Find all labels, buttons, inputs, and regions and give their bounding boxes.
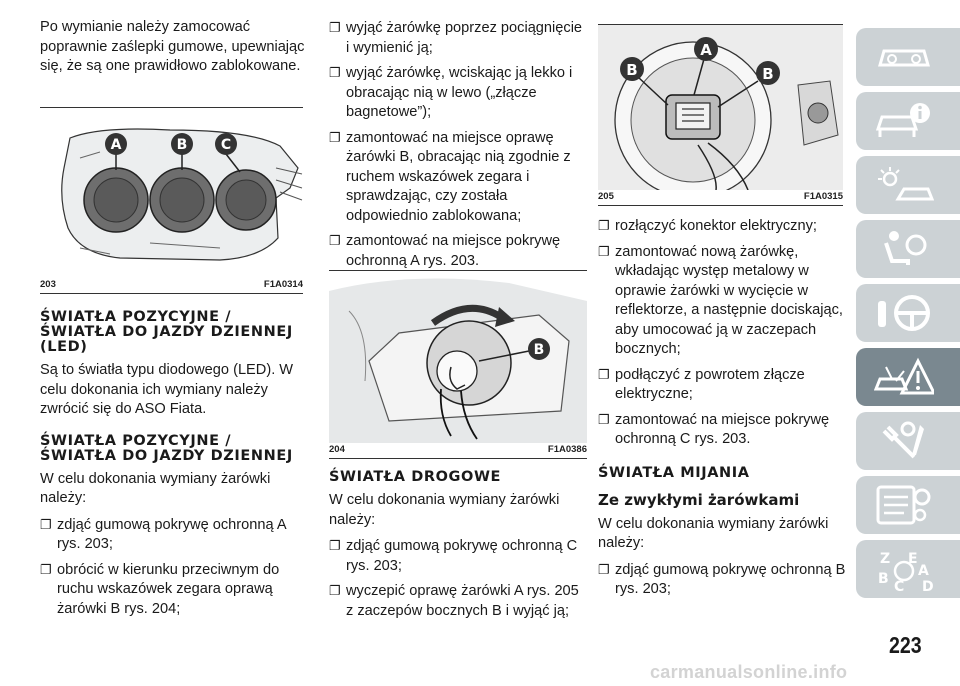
tab-info[interactable] xyxy=(856,92,960,150)
position-intro: W celu dokonania wymiany żarówki należy: xyxy=(40,470,271,506)
list-item: ❐ podłączyć z powrotem złącze elektryczne; xyxy=(598,366,805,402)
figure-caption xyxy=(40,279,303,291)
tab-specifications[interactable] xyxy=(856,476,960,534)
list-item: ❐ obrócić w kierunku przeciwnym do ruchu wskazówek zegara oprawą żarówki B rys. 204; xyxy=(40,561,280,617)
callout-b: B xyxy=(533,342,545,358)
list-item: ❐ zdjąć gumową pokrywę ochronną A rys. 203; xyxy=(40,516,286,552)
figure-number: 203 xyxy=(40,279,56,290)
led-paragraph: Są to światła typu diodowego (LED). W celu dokonania ich wymiany należy zwrócić się do ASO Fiata. xyxy=(40,362,294,417)
page-number: 223 xyxy=(889,632,922,658)
list-item: ❐ zamontować na miejsce oprawę żarówki B, obracając nią zgodnie z ruchem wskazówek zegara i sprawdzając, czy została odpowiednio zablokowana; xyxy=(329,129,571,224)
tab-index[interactable] xyxy=(856,540,960,598)
column-2-lower xyxy=(329,470,587,626)
subheading-ordinary-bulbs: Ze zwykłymi żarówkami xyxy=(598,490,800,509)
svg-text:A: A xyxy=(918,563,929,579)
callout-b: B xyxy=(176,137,188,153)
checkbox-icon: ❐ xyxy=(598,561,610,577)
figure-204 xyxy=(329,270,587,459)
heading-low-beam: ŚWIATŁA MIJANIA xyxy=(598,464,750,481)
svg-text:B: B xyxy=(878,571,889,587)
seat-airbag-icon xyxy=(874,227,934,271)
intro-paragraph: Po wymianie należy zamocować poprawnie zaślepki gumowe, upewniając się, że są one prawidłowo zablokowane. xyxy=(40,19,305,74)
heading-position-lights: ŚWIATŁA POZYCYJNE / ŚWIATŁA DO JAZDY DZIENNEJ xyxy=(40,432,293,464)
checkbox-icon: ❐ xyxy=(329,20,341,35)
heading-led: ŚWIATŁA POZYCYJNE / ŚWIATŁA DO JAZDY DZIENNEJ (LED) xyxy=(40,309,293,355)
svg-text:C: C xyxy=(894,579,905,595)
column-1-lower xyxy=(40,310,310,624)
figure-code: F1A0315 xyxy=(803,191,843,202)
checkbox-icon: ❐ xyxy=(329,538,341,553)
steering-wheel-icon xyxy=(874,291,934,335)
car-info-icon xyxy=(874,99,934,143)
tab-driving[interactable] xyxy=(856,284,960,342)
figure-caption xyxy=(329,444,587,456)
callout-a: A xyxy=(700,41,712,59)
callout-c: C xyxy=(220,137,232,153)
checkbox-icon: ❐ xyxy=(329,583,341,598)
alphabet-index-icon xyxy=(874,547,934,595)
column-3 xyxy=(598,216,848,605)
car-specs-icon xyxy=(874,483,934,527)
list-item: ❐ zdjąć gumową pokrywę ochronną C rys. 203; xyxy=(329,538,578,574)
watermark: carmanualsonline.info xyxy=(650,662,848,682)
svg-text:Z: Z xyxy=(880,551,891,567)
list-item: ❐ wyjąć żarówkę, wciskając ją lekko i obracając nią w lewo („złącze bagnetowe”); xyxy=(329,65,573,120)
list-item: ❐ zamontować na miejsce pokrywę ochronną A rys. 203. xyxy=(329,233,561,269)
checkbox-icon: ❐ xyxy=(598,366,610,382)
tab-emergency[interactable] xyxy=(856,348,960,406)
figure-205 xyxy=(598,24,843,206)
checkbox-icon: ❐ xyxy=(329,129,341,145)
figure-code: F1A0314 xyxy=(263,279,303,290)
figure-number: 204 xyxy=(329,444,345,455)
checkbox-icon: ❐ xyxy=(329,65,341,80)
callout-b-right: B xyxy=(762,65,774,83)
checkbox-icon: ❐ xyxy=(598,243,610,259)
checkbox-icon: ❐ xyxy=(40,516,52,532)
headlight-rear-illustration xyxy=(40,108,303,278)
list-item: ❐ wyczepić oprawę żarówki A rys. 205 z zaczepów bocznych B i wyjąć ją; xyxy=(329,583,579,619)
svg-text:D: D xyxy=(922,579,934,595)
figure-number: 205 xyxy=(598,191,614,202)
callout-b-left: B xyxy=(626,61,638,79)
high-beam-intro: W celu dokonania wymiany żarówki należy: xyxy=(329,492,560,528)
tab-lights[interactable] xyxy=(856,156,960,214)
checkbox-icon: ❐ xyxy=(40,561,52,577)
callout-a: A xyxy=(110,137,122,153)
list-item: ❐ zamontować nową żarówkę, wkładając występ metalowy w oprawie żarówki w wycięcie w reflektorze, a następnie dociskając, aby umocować ją w zaczepach bocznych; xyxy=(598,243,843,357)
car-dashboard-icon xyxy=(874,35,934,79)
tab-dashboard[interactable] xyxy=(856,28,960,86)
list-item: ❐ wyjąć żarówkę poprzez pociągnięcie i wymienić ją; xyxy=(329,20,583,56)
column-2 xyxy=(329,18,587,276)
tab-safety[interactable] xyxy=(856,220,960,278)
list-item: ❐ zdjąć gumową pokrywę ochronną B rys. 203; xyxy=(598,561,846,597)
low-beam-intro: W celu dokonania wymiany żarówki należy: xyxy=(598,515,829,551)
column-1 xyxy=(40,18,310,83)
figure-code: F1A0386 xyxy=(547,444,587,455)
checkbox-icon: ❐ xyxy=(598,411,610,427)
heading-high-beam: ŚWIATŁA DROGOWE xyxy=(329,469,502,485)
bulb-connector-illustration xyxy=(598,25,843,190)
tools-icon xyxy=(874,419,934,463)
bulb-holder-rotate-illustration xyxy=(329,271,587,443)
tab-maintenance[interactable] xyxy=(856,412,960,470)
svg-text:E: E xyxy=(908,551,918,567)
car-lights-icon xyxy=(874,163,934,207)
car-warning-icon xyxy=(874,355,934,399)
checkbox-icon: ❐ xyxy=(598,218,610,233)
list-item: ❐ rozłączyć konektor elektryczny; xyxy=(598,218,817,234)
checkbox-icon: ❐ xyxy=(329,233,341,248)
list-item: ❐ zamontować na miejsce pokrywę ochronną C rys. 203. xyxy=(598,411,830,447)
figure-203 xyxy=(40,107,303,294)
figure-caption xyxy=(598,191,843,203)
